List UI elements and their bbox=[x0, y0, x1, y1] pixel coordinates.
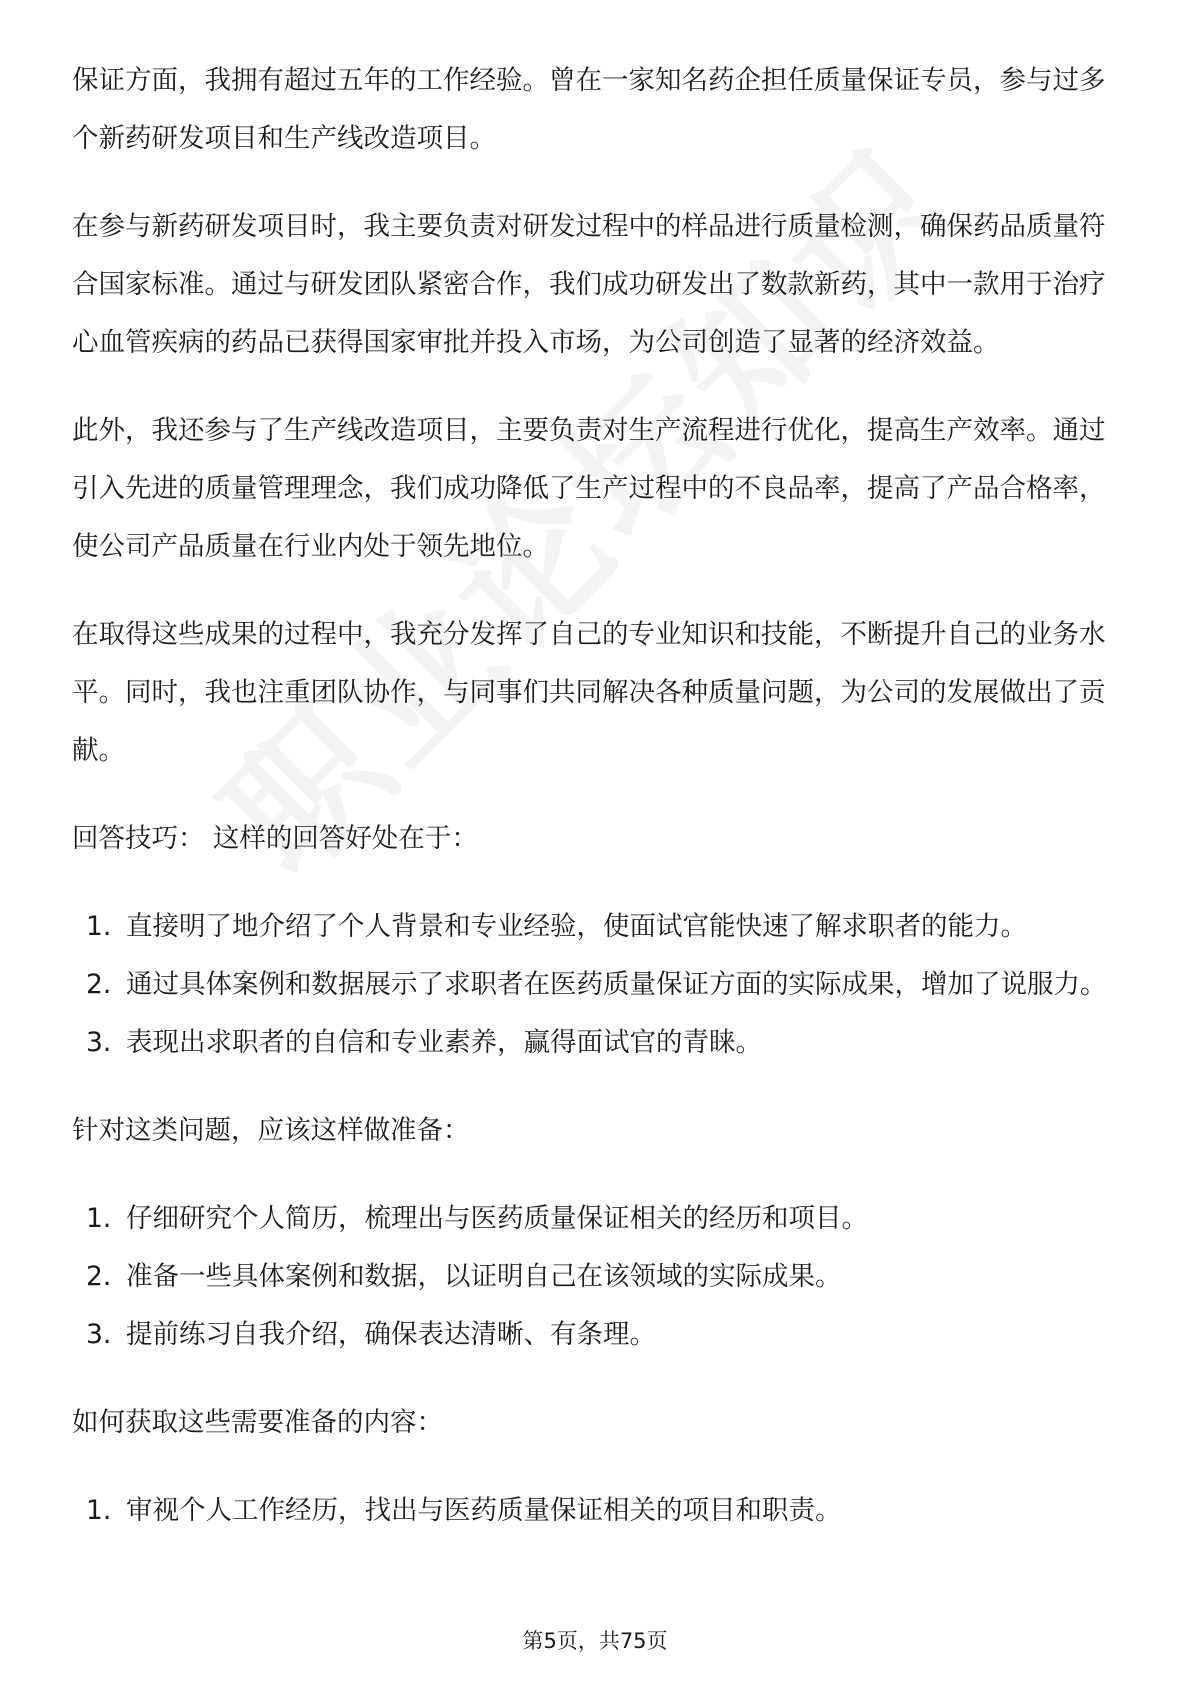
list-text: 表现出求职者的自信和专业素养，赢得面试官的青睐。 bbox=[126, 1027, 762, 1058]
list-item bbox=[72, 1306, 1122, 1364]
paragraph-rd-project: 在参与新药研发项目时，我主要负责对研发过程中的样品进行质量检测，确保药品质量符合国家标准。通过与研发团队紧密合作，我们成功研发出了数款新药，其中一款用于治疗心血管疾病的药品已获得国家审批并投入市场，为公司创造了显著的经济效益。 bbox=[72, 211, 1106, 358]
list-text: 仔细研究个人简历，梳理出与医药质量保证相关的经历和项目。 bbox=[126, 1203, 868, 1234]
list-number: 2. bbox=[86, 1261, 112, 1292]
paragraph-production-line: 此外，我还参与了生产线改造项目，主要负责对生产流程进行优化，提高生产效率。通过引入先进的质量管理理念，我们成功降低了生产过程中的不良品率，提高了产品合格率，使公司产品质量在行业内处于领先地位。 bbox=[72, 415, 1106, 562]
list-number: 1. bbox=[86, 911, 112, 942]
list-item bbox=[72, 1014, 1122, 1072]
list-item bbox=[72, 898, 1122, 956]
list-text: 通过具体案例和数据展示了求职者在医药质量保证方面的实际成果，增加了说服力。 bbox=[126, 969, 1107, 1000]
list-number: 2. bbox=[86, 969, 112, 1000]
obtain-heading: 如何获取这些需要准备的内容： bbox=[72, 1407, 443, 1438]
paragraph-achievements: 在取得这些成果的过程中，我充分发挥了自己的专业知识和技能，不断提升自己的业务水平。同时，我也注重团队协作，与同事们共同解决各种质量问题，为公司的发展做出了贡献。 bbox=[72, 619, 1106, 766]
prepare-list bbox=[72, 1190, 1122, 1364]
list-number: 1. bbox=[86, 1203, 112, 1234]
list-item bbox=[72, 1190, 1122, 1248]
list-item bbox=[72, 1248, 1122, 1306]
obtain-list bbox=[72, 1482, 1122, 1540]
list-text: 直接明了地介绍了个人背景和专业经验，使面试官能快速了解求职者的能力。 bbox=[126, 911, 1027, 942]
list-text: 审视个人工作经历，找出与医药质量保证相关的项目和职责。 bbox=[126, 1495, 842, 1526]
list-item bbox=[72, 1482, 1122, 1540]
document-body bbox=[72, 52, 1122, 1570]
list-text: 准备一些具体案例和数据，以证明自己在该领域的实际成果。 bbox=[126, 1261, 842, 1292]
tips-heading: 回答技巧： 这样的回答好处在于： bbox=[72, 823, 478, 854]
prepare-heading: 针对这类问题，应该这样做准备： bbox=[72, 1115, 470, 1146]
list-number: 3. bbox=[86, 1027, 112, 1058]
paragraph-experience: 保证方面，我拥有超过五年的工作经验。曾在一家知名药企担任质量保证专员，参与过多个新药研发项目和生产线改造项目。 bbox=[72, 65, 1106, 154]
list-number: 1. bbox=[86, 1495, 112, 1526]
list-item bbox=[72, 956, 1122, 1014]
list-number: 3. bbox=[86, 1319, 112, 1350]
list-text: 提前练习自我介绍，确保表达清晰、有条理。 bbox=[126, 1319, 656, 1350]
tips-list bbox=[72, 898, 1122, 1072]
page-number-footer: 第5页，共75页 bbox=[522, 1629, 668, 1653]
